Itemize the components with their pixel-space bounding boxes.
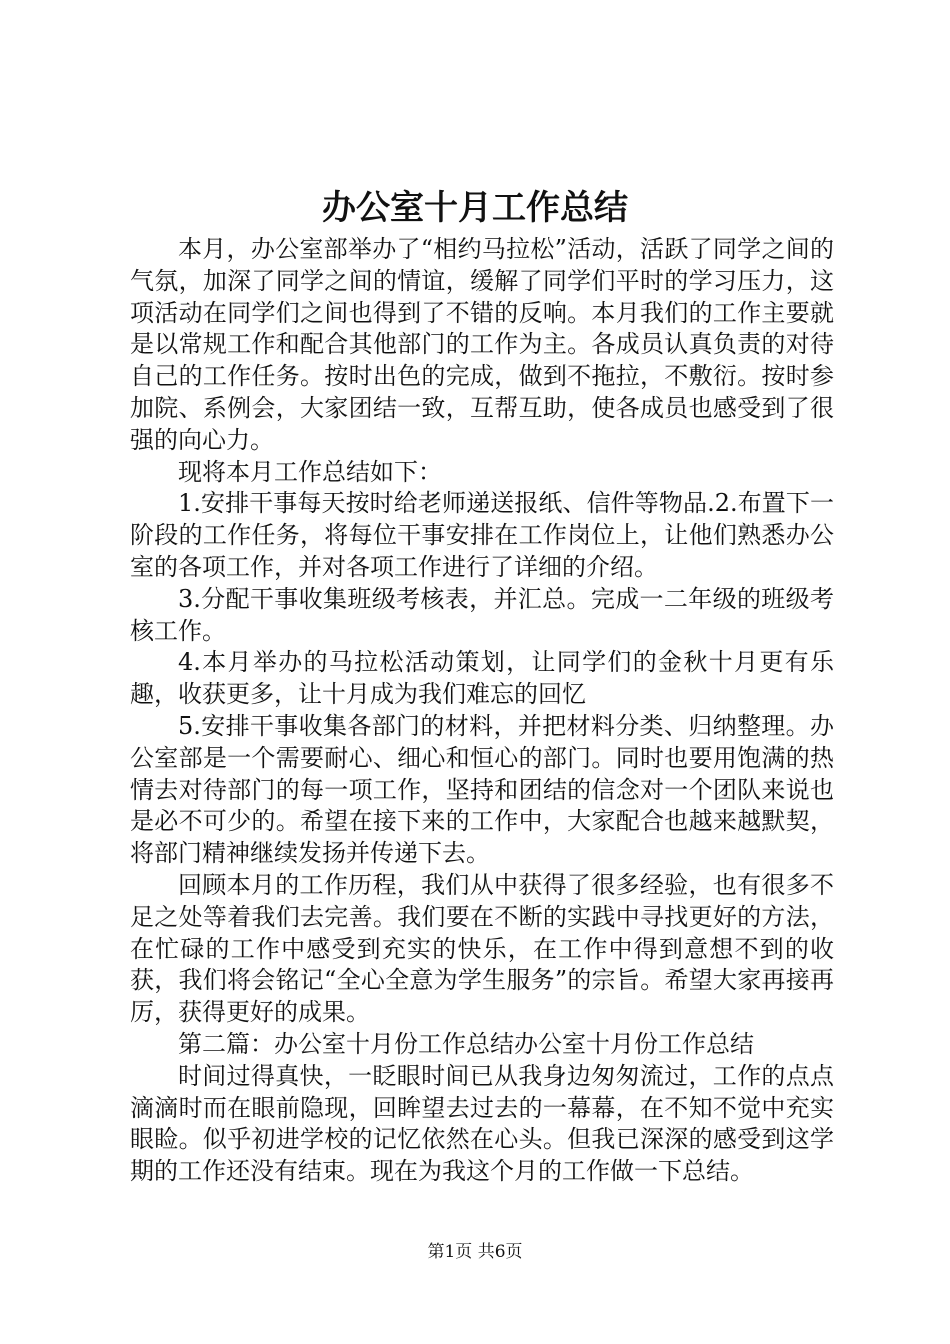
paragraph: 回顾本月的工作历程，我们从中获得了很多经验，也有很多不足之处等着我们去完善。我们要在不断的实践中寻找更好的方法，在忙碌的工作中感受到充实的快乐，在工作中得到意想不到的收获，我们将会铭记“全心全意为学生服务”的宗旨。希望大家再接再厉，获得更好的成果。 <box>130 870 834 1027</box>
paragraph: 3.分配干事收集班级考核表，并汇总。完成一二年级的班级考核工作。 <box>130 584 834 645</box>
paragraph: 4.本月举办的马拉松活动策划，让同学们的金秋十月更有乐趣，收获更多，让十月成为我们难忘的回忆 <box>130 648 834 709</box>
document-title: 办公室十月工作总结 <box>322 188 628 228</box>
paragraph: 现将本月工作总结如下： <box>178 457 442 486</box>
paragraph: 本月，办公室部举办了“相约马拉松”活动，活跃了同学之间的气氛，加深了同学之间的情谊，缓解了同学们平时的学习压力，这项活动在同学们之间也得到了不错的反响。本月我们的工作主要就是以常规工作和配合其他部门的工作为主。各成员认真负责的对待自己的工作任务。按时出色的完成，做到不拖拉，不敷衍。按时参加院、系例会，大家团结一致，互帮互助，使各成员也感受到了很强的向心力。 <box>130 235 834 454</box>
document-body <box>130 234 834 1188</box>
page-footer: 第1页 共6页 <box>427 1242 523 1262</box>
paragraph: 1.安排干事每天按时给老师递送报纸、信件等物品.2.布置下一阶段的工作任务，将每位干事安排在工作岗位上，让他们熟悉办公室的各项工作，并对各项工作进行了详细的介绍。 <box>130 489 834 581</box>
section-heading: 第二篇：办公室十月份工作总结办公室十月份工作总结 <box>178 1029 754 1058</box>
paragraph: 时间过得真快，一眨眼时间已从我身边匆匆流过，工作的点点滴滴时而在眼前隐现，回眸望去过去的一幕幕，在不知不觉中充实眼睑。似乎初进学校的记忆依然在心头。但我已深深的感受到这学期的工作还没有结束。现在为我这个月的工作做一下总结。 <box>130 1061 834 1186</box>
paragraph: 5.安排干事收集各部门的材料，并把材料分类、归纳整理。办公室部是一个需要耐心、细心和恒心的部门。同时也要用饱满的热情去对待部门的每一项工作，坚持和团结的信念对一个团队来说也是必不可少的。希望在接下来的工作中，大家配合也越来越默契，将部门精神继续发扬并传递下去。 <box>130 711 834 868</box>
